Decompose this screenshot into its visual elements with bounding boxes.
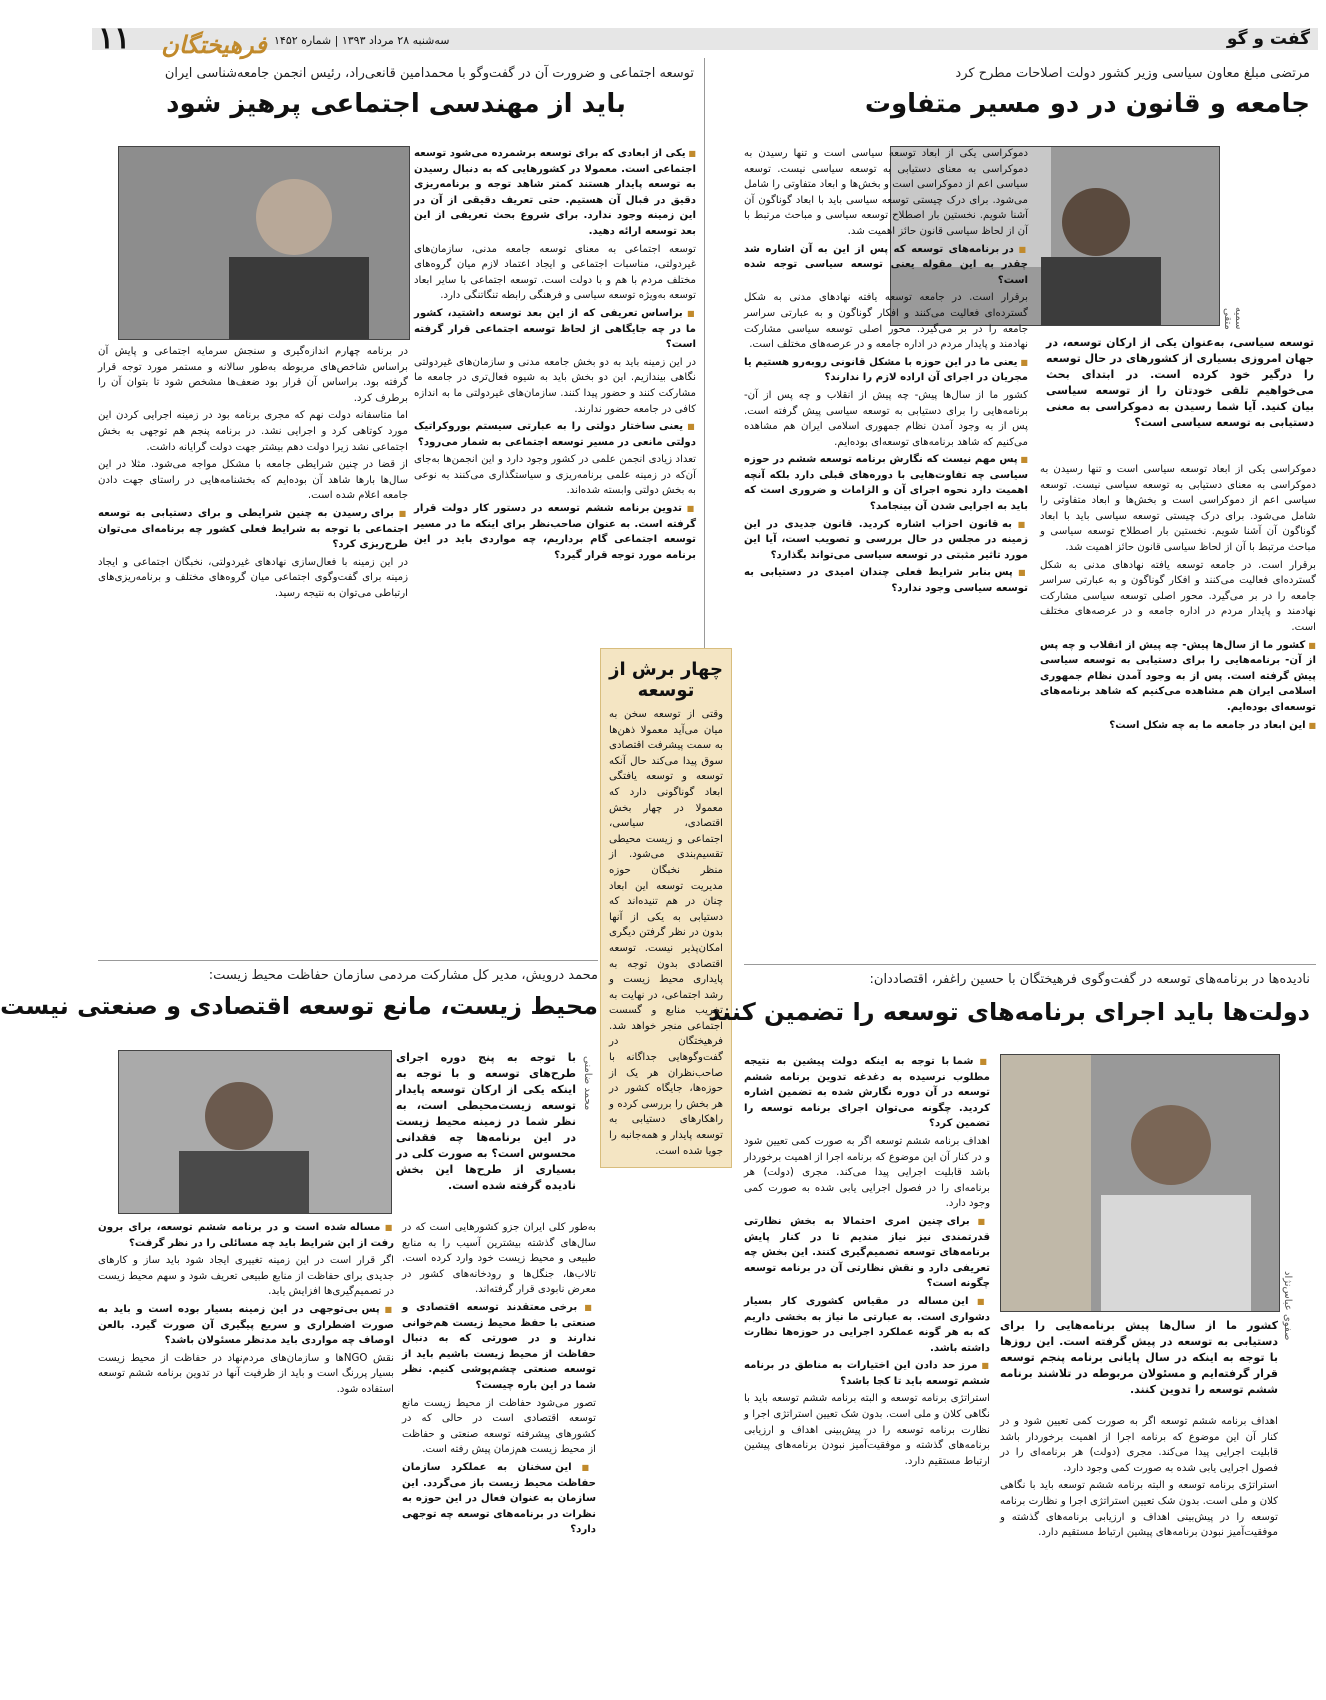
- newspaper-logo: فرهیختگان: [161, 30, 267, 59]
- column-right-b: [744, 146, 1028, 956]
- question: ■ مساله شده است و در برنامه ششم توسعه، برای برون رفت از این شرایط باید چه مسائلی را در نظر گرفت؟: [98, 1220, 394, 1251]
- question: ■ یکی از ابعادی که برای توسعه برشمرده می‌شود توسعه اجتماعی است. معمولا در کشورهایی که به دنبال رسیدن به توسعه پایدار هستند کمتر شاهد توجه و برنامه‌ریزی دقیق در قبال آن هستیم. حتی تعریف دقیقی از آن در این زمینه وجود ندارد. برای شروع بحث تعریفی از این بعد توسعه ارائه دهید.: [414, 146, 696, 240]
- question: ■ مرز حد دادن این اختیارات به مناطق در برنامه ششم توسعه باید تا کجا باشد؟: [744, 1358, 990, 1389]
- column-right-a: [1040, 462, 1316, 962]
- portrait-image-icon: [119, 1051, 391, 1213]
- row-divider: [744, 964, 1316, 965]
- paragraph: برقرار است. در جامعه توسعه یافته نهادهای مدنی به شکل گسترده‌ای فعالیت می‌کنند و افکار گوناگون و به عبارتی سراسر جامعه را در بر می‌گیرد. محور اصلی توسعه سیاسی مشارکت نهادمند و پایدار مردم در اداره جامعه و در عرصه‌های مختلف است.: [1040, 559, 1316, 633]
- paragraph: اهداف برنامه ششم توسعه اگر به صورت کمی تعیین شود و در کنار آن این موضوع که برنامه اجرا از اهمیت برخوردار باشد قابلیت اجرایی پیدا می‌کند. مجری (دولت) هر برنامه‌ای را در فصول اجرایی یابی شده به صورت کمی وجود دارد.: [1000, 1416, 1278, 1474]
- column-econ-b: [1000, 1414, 1278, 1690]
- photo-raghfar: [1000, 1054, 1280, 1312]
- question: ■ یعنی ما در این حوزه با مشکل قانونی روبه‌رو هستیم یا مجریان در اجرای آن اراده لازم را ندارند؟: [744, 355, 1028, 386]
- question: ■ تدوین برنامه ششم توسعه در دستور کار دولت قرار گرفته است. به عنوان صاحب‌نظر برای اینکه ما در مسیر توسعه اجتماعی گام برداریم، چه مواردی باید در این برنامه مورد توجه قرار گیرد؟: [414, 501, 696, 563]
- paragraph: استراتژی برنامه توسعه و البته برنامه ششم توسعه باید با نگاهی کلان و ملی است. بدون شک تعیین استراتژی اجرا و نظارت برنامه توسعه را در پیش‌بینی اهداف و ارزیابی برنامه‌های گذشته و موفقیت‌آمیز نبودن برنامه‌های پیشین ارتباط مستقیم دارد.: [1000, 1480, 1278, 1539]
- paragraph: به‌طور کلی ایران جزو کشورهایی است که در سال‌های گذشته بیشترین آسیب را به منابع طبیعی و محیط زیست خود وارد کرده است. تالاب‌ها، جنگل‌ها و رودخانه‌های کشور در معرض نابودی قرار گرفته‌اند.: [402, 1222, 596, 1296]
- portrait-image-icon: [1001, 1055, 1279, 1311]
- photo-darvish: [118, 1050, 392, 1214]
- paragraph: استراتژی برنامه توسعه و البته برنامه ششم توسعه باید با نگاهی کلان و ملی است. بدون شک تعیین استراتژی اجرا و نظارت برنامه توسعه را در پیش‌بینی اهداف و ارزیابی برنامه‌های گذشته و موفقیت‌آمیز نبودن برنامه‌های پیشین ارتباط مستقیم دارد.: [744, 1393, 990, 1467]
- column-env-a: [402, 1220, 596, 1690]
- question: ■ پس مهم نیست که نگارش برنامه توسعه ششم در حوزه سیاسی چه تفاوت‌هایی با دوره‌های قبلی دارد بلکه آنچه اهمیت دارد نحوه اجرای آن و الزامات و ضروری است که باید به اجرایی شدن آن بینجامد؟: [744, 452, 1028, 514]
- headline-env: محیط زیست، مانع توسعه اقتصادی و صنعتی نیست: [0, 992, 598, 1020]
- paragraph: اهداف برنامه ششم توسعه اگر به صورت کمی تعیین شود و در کنار آن این موضوع که برنامه اجرا از اهمیت برخوردار باشد قابلیت اجرایی پیدا می‌کند. مجری (دولت) هر برنامه‌ای را در فصول اجرایی یابی شده به صورت کمی وجود دارد.: [744, 1135, 990, 1210]
- column-econ-a: [744, 1054, 990, 1690]
- paragraph: برقرار است. در جامعه توسعه یافته نهادهای مدنی به شکل گسترده‌ای فعالیت می‌کنند و افکار گوناگون و به عبارتی سراسر جامعه را در بر می‌گیرد. محور اصلی توسعه سیاسی مشارکت نهادمند و پایدار مردم در اداره جامعه و در عرصه‌های مختلف است.: [744, 292, 1028, 351]
- question: ■ این مساله در مقیاس کشوری کار بسیار دشواری است. به عبارتی ما نیاز به بخشی داریم که به هر گونه عملکرد اجرایی در حوزه‌ها نظارت داشته باشد.: [744, 1294, 990, 1356]
- sidebar-box: [600, 648, 732, 1168]
- paragraph: در برنامه چهارم اندازه‌گیری و سنجش سرمایه اجتماعی و پایش آن براساس شاخص‌های مربوطه به‌طور سالانه و مستمر مورد توجه قرار گرفته بود. براساس آن قرار بود ضعف‌ها مشخص شود تا بتوان آن را برطرف کرد.: [98, 346, 408, 404]
- row-divider: [98, 960, 598, 961]
- paragraph: در این زمینه باید به دو بخش جامعه مدنی و سازمان‌های غیردولتی نگاهی بیندازیم. این دو بخش باید به شیوه فعال‌تری در جامعه ما مشارکت کنند و حضور پیدا کنند. سازمان‌های غیردولتی ما به اندازه کافی در جامعه حضور ندارند.: [414, 356, 696, 415]
- photo-caption-env: محمد ضامنی: [582, 1055, 593, 1110]
- question: ■ پس بنابر شرایط فعلی چندان امیدی در دستیابی به توسعه سیاسی وجود ندارد؟: [744, 565, 1028, 596]
- blurb-econ: کشور ما از سال‌ها پیش برنامه‌هایی را برای دستیابی به توسعه در پیش گرفته است. این روزها با توجه به اینکه در سال پایانی برنامه پنجم توسعه قرار گرفته‌ایم و مسئولان مربوطه در تلاشند برنامه ششم توسعه را تدوین کنند.: [1000, 1319, 1278, 1396]
- question: ■ برای چنین امری احتمالا به بخش نظارتی قدرتمندی نیز نیاز مندیم تا در کنار پایش برنامه‌های توسعه تصمیم‌گیری کنند. این بخش چه تعریفی دارد و نقش نظارتی آن در برنامه توسعه چگونه است؟: [744, 1214, 990, 1292]
- question: ■ براساس تعریفی که از این بعد توسعه داشتید، کشور ما در چه جایگاهی از لحاظ توسعه اجتماعی قرار گرفته است؟: [414, 306, 696, 353]
- question: ■ کشور ما از سال‌ها پیش- چه پیش از انقلاب و چه پس از آن- برنامه‌هایی را برای دستیابی به توسعه سیاسی پیش گرفته است. پس از به وجود آمدن نظام جمهوری اسلامی ایران هم مشاهده می‌کنیم که شاهد برنامه‌های توسعه‌ای بوده‌ایم.: [1040, 638, 1316, 716]
- paragraph: در این زمینه با فعال‌سازی نهادهای غیردولتی، نخبگان اجتماعی و ایجاد زمینه برای گفت‌وگوی اجتماعی میان گروه‌های مختلف و برنامه‌ریزی‌های ارتباطی می‌توان به نتیجه رسید.: [98, 556, 408, 599]
- paragraph: تعداد زیادی انجمن علمی در کشور وجود دارد و این انجمن‌ها به‌جای آن‌که در زمینه علمی برنامه‌ریزی و سیاستگذاری می‌کنند به نوعی به بخش دولتی وابسته شده‌اند.: [414, 454, 696, 497]
- headline-econ: دولت‌ها باید اجرای برنامه‌های توسعه را تضمین کنند: [708, 998, 1310, 1026]
- kicker-econ: نادیده‌ها در برنامه‌های توسعه در گفت‌وگوی فرهیختگان با حسین راغفر، اقتصاددان:: [869, 972, 1310, 987]
- blurb-right: توسعه سیاسی، به‌عنوان یکی از ارکان توسعه، در جهان امروزی بسیاری از کشورهای در حال توسعه را درگیر خود کرده است. در ابتدای بحث می‌خواهیم تلقی خودتان را از توسعه سیاسی بیان کنید. آیا شما رسیدن به دموکراسی به معنی دستیابی به توسعه سیاسی است؟: [1046, 336, 1314, 429]
- dateline: سه‌شنبه ۲۸ مرداد ۱۳۹۳ | شماره ۱۴۵۲: [274, 34, 450, 47]
- question: ■ این سخنان به عملکرد سازمان حفاظت محیط زیست باز می‌گردد. این سازمان به عنوان فعال در این حوزه به نظرات در برنامه‌های توسعه چه توجهی دارد؟: [402, 1460, 596, 1538]
- page-number: ۱۱: [98, 21, 131, 56]
- paragraph: از قضا در چنین شرایطی جامعه با مشکل مواجه می‌شود. مثلا در این سال‌ها بارها شاهد آن بوده‌ایم که بخشنامه‌هایی در راستای جهت دادن جامعه اعلام شده است.: [98, 459, 408, 502]
- portrait-image-icon: [119, 147, 409, 339]
- photo-caption-right: سمیه متقی: [1222, 307, 1244, 330]
- paragraph: اما متاسفانه دولت نهم که مجری برنامه بود در زمینه اجرایی کردن این مورد کوتاهی کرد و اجرایی نشد. در برنامه پنجم هم توجهی به بخش اجتماعی نشد زیرا دولت دهم بیشتر جهت دولت گرایانه داشت.: [98, 410, 408, 453]
- box-text: وقتی از توسعه سخن به میان می‌آید معمولا ذهن‌ها به سمت پیشرفت اقتصادی سوق پیدا می‌کند حال آنکه توسعه و توسعه یافتگی ابعاد گوناگونی دارد که معمولا در چهار بخش اقتصادی، سیاسی، اجتماعی و زیست محیطی تقسیم‌بندی می‌شود. از منظر نخبگان حوزه مدیریت توسعه این ابعاد چنان در هم تنیده‌اند که دستیابی به یکی از آنها بدون در نظر گرفتن دیگری امکان‌پذیر نیست. توسعه اقتصادی بدون توجه به پایداری محیط زیست و رشد اجتماعی، در نهایت به تخریب منابع و گسست اجتماعی منجر خواهد شد. فرهیختگان در گفت‌وگوهایی جداگانه با صاحب‌نظران هر یک از حوزه‌ها، جایگاه کشور در هر بخش را بررسی کرده و راهکارهای دستیابی به توسعه پایدار و همه‌جانبه را جویا شده است.: [609, 709, 723, 1157]
- paragraph: نقش NGOها و سازمان‌های مردم‌نهاد در حفاظت از محیط زیست بسیار پررنگ است و باید از ظرفیت آنها در تدوین برنامه ششم توسعه استفاده شود.: [98, 1352, 395, 1395]
- paragraph: دموکراسی یکی از ابعاد توسعه سیاسی است و تنها رسیدن به دموکراسی به معنای دستیابی به توسعه سیاسی نیست. توسعه سیاسی اعم از دموکراسی است و بخش‌ها و ابعاد متفاوتی را شامل می‌شود. برای درک چیستی توسعه سیاسی باید با ابعاد گوناگون آن آشنا شویم. نخستین بار اصطلاح توسعه سیاسی و مباحث مرتبط با آن از لحاظ سیاسی قانون حائز اهمیت شد.: [744, 148, 1028, 237]
- kicker-env: محمد درویش، مدیر کل مشارکت مردمی سازمان حفاظت محیط زیست:: [208, 968, 598, 983]
- question: ■ به قانون احزاب اشاره کردید. قانون جدیدی در این زمینه در مجلس در حال بررسی و تصویب است، آیا این مورد تاثیر مثبتی در توسعه سیاسی می‌تواند بگذارد؟: [744, 517, 1028, 564]
- paragraph: اگر قرار است در این زمینه تغییری ایجاد شود باید ساز و کارهای جدیدی برای حفاظت از منابع طبیعی تعریف شود و سهم محیط زیست در تصمیم‌گیری‌ها افزایش یابد.: [98, 1255, 394, 1298]
- question: ■ شما با توجه به اینکه دولت پیشین به نتیجه مطلوب نرسیده به دغدغه تدوین برنامه ششم توسعه در آن دوره نگارش شده به تضمین اشاره کردید. چگونه می‌توان اجرای برنامه توسعه را تضمین کرد؟: [744, 1054, 990, 1132]
- column-env-b: [98, 1220, 394, 1690]
- blurb-env: با توجه به پنج دوره اجرای طرح‌های توسعه و با توجه به اینکه یکی از ارکان توسعه پایدار توسعه زیست‌محیطی است، به نظر شما در زمینه محیط زیست در این برنامه‌ها چه فقدانی محسوس است؟ به صورت کلی در بسیاری از طرح‌ها این بخش نادیده گرفته شده است.: [396, 1051, 576, 1192]
- paragraph: تصور می‌شود حفاظت از محیط زیست مانع توسعه اقتصادی است در حالی که در کشورهای پیشرفته توسعه صنعتی و حفاظت از محیط زیست هم‌زمان پیش رفته است.: [402, 1397, 596, 1456]
- headline-right: جامعه و قانون در دو مسیر متفاوت: [864, 89, 1310, 119]
- box-title: چهار برش از توسعه: [609, 659, 723, 701]
- question: ■ در برنامه‌های توسعه که پس از این به آن اشاره شد چقدر به این مقوله یعنی توسعه سیاسی توجه شده است؟: [744, 242, 1028, 289]
- question: ■ پس بی‌توجهی در این زمینه بسیار بوده است و باید به صورت اضطراری و سریع پیگیری آن صورت گیرد. بالعن اوصاف چه مواردی باید مدنظر مسئولان باشد؟: [98, 1302, 394, 1349]
- question: ■ یعنی ساختار دولتی را به عبارتی سیستم بوروکراتیک دولتی مانعی در مسیر توسعه اجتماعی به شمار می‌رود؟: [414, 419, 696, 450]
- section-label: گفت و گو: [1226, 29, 1310, 49]
- question: ■ برخی معتقدند توسعه اقتصادی و صنعتی با حفظ محیط زیست هم‌خوانی ندارند و در صورتی که به دنبال حفاظت از محیط زیست باشیم باید از توسعه صنعتی چشم‌پوشی کنیم. نظر شما در این باره چیست؟: [402, 1300, 596, 1394]
- paragraph: کشور ما از سال‌ها پیش- چه پیش از انقلاب و چه پس از آن- برنامه‌هایی را برای دستیابی به توسعه سیاسی پیش گرفته است. پس از به وجود آمدن نظام جمهوری اسلامی ایران هم مشاهده می‌کنیم که شاهد برنامه‌های توسعه‌ای بوده‌ایم.: [744, 389, 1028, 448]
- headline-left: باید از مهندسی اجتماعی پرهیز شود: [166, 89, 626, 119]
- photo-caption-econ: صفوی عباس‌نژاد: [1282, 1270, 1293, 1340]
- kicker-right: مرتضی مبلغ معاون سیاسی وزیر کشور دولت اصلاحات مطرح کرد: [955, 66, 1310, 81]
- question: ■ برای رسیدن به چنین شرایطی و برای دستیابی به توسعه اجتماعی با توجه به شرایط فعلی کشور چه برنامه‌ای می‌توان طرح‌ریزی کرد؟: [98, 506, 408, 553]
- column-left-b: [98, 344, 408, 956]
- question: ■ این ابعاد در جامعه ما به چه شکل است؟: [1040, 718, 1316, 734]
- kicker-left: توسعه اجتماعی و ضرورت آن در گفت‌وگو با محمدامین قانعی‌راد، رئیس انجمن جامعه‌شناسی ایران: [164, 66, 694, 81]
- paragraph: دموکراسی یکی از ابعاد توسعه سیاسی است و تنها رسیدن به دموکراسی به معنای دستیابی به توسعه سیاسی نیست. توسعه سیاسی اعم از دموکراسی است و بخش‌ها و ابعاد متفاوتی را شامل می‌شود. برای درک چیستی توسعه سیاسی باید با ابعاد گوناگون آن آشنا شویم. نخستین بار اصطلاح توسعه سیاسی و مباحث مرتبط با آن از لحاظ سیاسی قانون حائز اهمیت شد.: [1040, 464, 1316, 553]
- paragraph: توسعه اجتماعی به معنای توسعه جامعه مدنی، سازمان‌های غیردولتی، مناسبات اجتماعی و ایجاد اعتماد لازم میان گروه‌های مختلف مردم با هم و با دولت است. توسعه اجتماعی با سایر ابعاد توسعه به‌ویژه توسعه سیاسی و فرهنگی رابطه تنگاتنگی دارد.: [414, 243, 696, 302]
- photo-ghaneirad: [118, 146, 410, 340]
